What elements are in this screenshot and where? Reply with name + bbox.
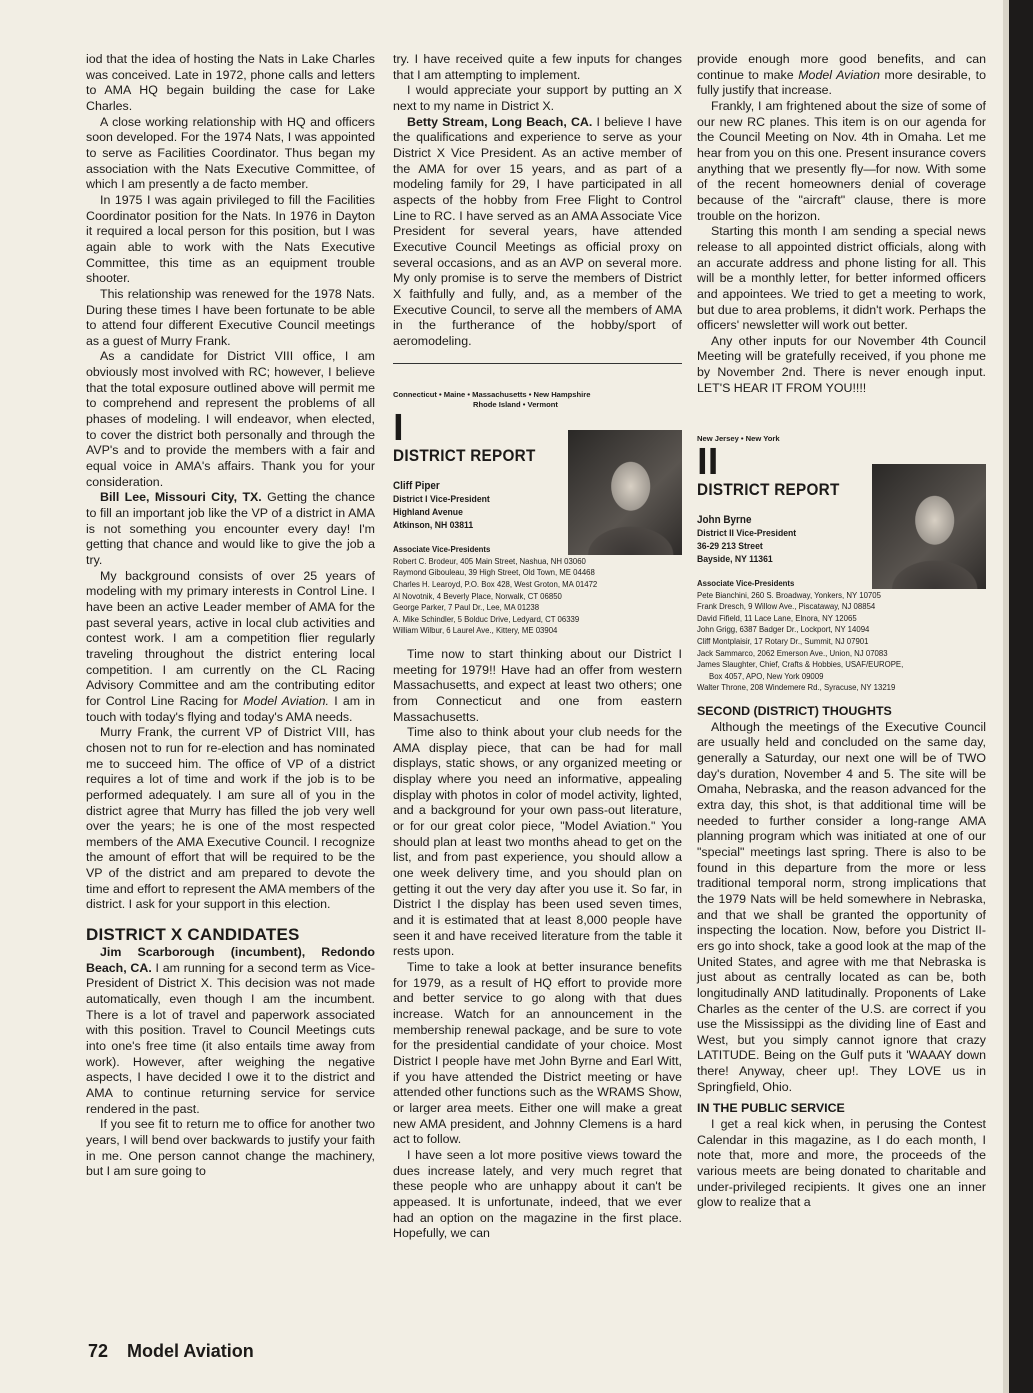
- vp-city: Atkinson, NH 03811: [393, 520, 474, 532]
- associate-vp-entry: Walter Throne, 208 Windemere Rd., Syracuse, NY 13219: [697, 683, 896, 693]
- associate-vp-entry: Al Novotnik, 4 Beverly Place, Norwalk, CT 06850: [393, 591, 562, 601]
- paragraph: [86, 725, 375, 913]
- section-heading: DISTRICT X CANDIDATES: [86, 925, 300, 945]
- associate-vp-entry: Box 4057, APO, New York 09009: [709, 671, 824, 681]
- author-lead: Bill Lee, Missouri City, TX.: [100, 490, 262, 505]
- divider-rule: [393, 363, 682, 364]
- text-run: more desirable, to fully justify that increase.: [697, 67, 986, 98]
- paragraph: [393, 725, 682, 960]
- text-run: Model Aviation.: [243, 693, 329, 708]
- associate-vp-entry: William Wilbur, 6 Laurel Ave., Kittery, ME 03904: [393, 626, 558, 636]
- paragraph: [86, 945, 375, 1117]
- associate-vp-entry: James Slaughter, Chief, Crafts & Hobbies, USAF/EUROPE,: [697, 660, 904, 670]
- text-run: My background consists of over 25 years of modeling with my primary interests in Control Line. I have been an active Leader member of AMA for the past several years, active in local club activities and contest work. I am a competition flier regularly traveling throughout the district entering local competition. I am currently on the CL Racing Advisory Committee and am the contributing editor for Control Line Racing for: [86, 568, 375, 708]
- district-2-report-header: [697, 434, 986, 694]
- paragraph: [393, 647, 682, 725]
- associate-vp-heading: Associate Vice-Presidents: [697, 579, 795, 589]
- paragraph: [393, 115, 682, 350]
- district-numeral: II: [697, 442, 719, 484]
- text-run: This relationship was renewed for the 1978 Nats. During these times I have been fortunate to be able to attend four different Executive Council meetings as a guest of Murry Frank.: [86, 286, 375, 348]
- text-run: As a candidate for District VIII office, I am obviously most involved with RC; however, I believe that the total exposure outlined above will permit me to comprehend and represent the problems of all phases of modeling. I will endeavor, when elected, to cover the district both personally and through the AVP's and to provide the members with a fair and equal voice in AMA's affairs. Thank you for your consideration.: [86, 349, 375, 489]
- vp-name: John Byrne: [697, 514, 752, 527]
- associate-vp-entry: Robert C. Brodeur, 405 Main Street, Nashua, NH 03060: [393, 556, 586, 566]
- associate-vp-list: [393, 544, 682, 637]
- associate-vp-entry: Raymond Gibouleau, 39 High Street, Old Town, ME 04468: [393, 568, 595, 578]
- text-run: Murry Frank, the current VP of District VIII, has chosen not to run for re-election and has nominated me to succeed him. The office of VP of a district requires a lot of time and work if the job is to be performed adequately. I am sure all of you in the district agree that Murry has filled the job very well over the years; he is one of the most respected members of the AMA Executive Council. I recognize the amount of effort that will be required to be the VP of the district and am prepared to devote the time and effort to represent the AMA members of the district. I ask for your support in this election.: [86, 725, 375, 912]
- text-run: provide enough more good benefits, and can continue to make: [697, 52, 986, 82]
- associate-vp-entry: John Grigg, 6387 Badger Dr., Lockport, NY 14094: [697, 625, 870, 635]
- subsection-heading: IN THE PUBLIC SERVICE: [697, 1101, 845, 1116]
- text-run: A close working relationship with HQ and officers soon developed. For the 1974 Nats, I was appointed to serve as Facilities Coordinator. Thus began my association with the Nats Executive Committee, of which I am presently a de facto member.: [86, 114, 375, 192]
- district-report-title: DISTRICT REPORT: [393, 446, 536, 466]
- author-lead: Betty Stream, Long Beach, CA.: [407, 114, 593, 129]
- vp-name: Cliff Piper: [393, 480, 440, 493]
- paragraph: [697, 334, 986, 397]
- text-run: Time to take a look at better insurance benefits for 1979, as a result of HQ effort to provide more and better service to go along with that dues increase. Watch for an announcement in the membership renewal package, and be sure to vote for the presidential candidate of your choice. Most District I people have met John Byrne and Earl Witt, if you have attended the District meeting or have attended other functions such as the WRAMS Show, or larger area meets. Either one will make a great new AMA president, and Johnny Clemens is a hard act to follow.: [393, 960, 682, 1147]
- subsection-heading: SECOND (DISTRICT) THOUGHTS: [697, 704, 892, 719]
- text-run: try. I have received quite a few inputs for changes that I am attempting to implement.: [393, 52, 682, 82]
- district-states: Connecticut • Maine • Massachusetts • New Hampshire: [393, 390, 591, 400]
- paragraph: [697, 99, 986, 224]
- paragraph: [86, 52, 375, 115]
- text-run: In 1975 I was again privileged to fill the Facilities Coordinator position for the Nats. In 1976 in Dayton it required a local person for this position, but I was again able to work with the Nats Executive Committee, this time as an equipment trouble shooter.: [86, 192, 375, 286]
- associate-vp-list: [697, 578, 986, 694]
- text-run: Model Aviation: [798, 67, 880, 82]
- page-edge-shadow: [1009, 0, 1033, 1393]
- paragraph: [86, 569, 375, 726]
- column-1: [86, 52, 375, 1180]
- vp-address: [393, 480, 653, 532]
- page-footer: [88, 1341, 254, 1362]
- text-run: Any other inputs for our November 4th Council Meeting will be gratefully received, if you phone me by November 2nd. There is never enough input. LET'S HEAR IT FROM YOU!!!!: [697, 333, 986, 395]
- paragraph: [393, 960, 682, 1148]
- associate-vp-entry: Charles H. Learoyd, P.O. Box 428, West Groton, MA 01472: [393, 579, 598, 589]
- paragraph: [86, 349, 375, 490]
- associate-vp-entry: George Parker, 7 Paul Dr., Lee, MA 01238: [393, 603, 540, 613]
- page-number: 72: [88, 1341, 109, 1361]
- associate-vp-entry: Pete Bianchini, 260 S. Broadway, Yonkers, NY 10705: [697, 590, 881, 600]
- paragraph: [86, 490, 375, 568]
- district-report-title: DISTRICT REPORT: [697, 480, 840, 500]
- text-run: Time now to start thinking about our District I meeting for 1979!! Have had an offer from western Massachusetts, and expect at least two others; one from Connecticut and one from eastern Massachusetts.: [393, 646, 682, 724]
- paragraph: [697, 52, 986, 99]
- paragraph: [86, 115, 375, 193]
- vp-role: District II Vice-President: [697, 528, 797, 540]
- vp-role: District I Vice-President: [393, 494, 490, 506]
- text-run: I would appreciate your support by putting an X next to my name in District X.: [393, 83, 682, 113]
- paragraph: [86, 193, 375, 287]
- text-run: Time also to think about your club needs for the AMA display piece, that can be had for mall displays, static shows, or any organized meeting or display where you need an informative, appealing display with photos in color of model activity, lighted, and a background for your own pass-out literature, or for our great color piece, "Model Aviation." You should plan at least two months ahead to get on the list, and from past experience, you should allow a one week delivery time, and you should plan on getting it out the very day after you use it. So far, in District I the display has been used seven times, and it is estimated that at least 8,000 people have seen it and have received literature from the table it rests upon.: [393, 725, 682, 959]
- text-run: I am running for a second term as Vice-President of District X. This decision was not made automatically, even though I am the incumbent. There is a lot of travel and paperwork associated with this position. Travel to Council Meetings cuts into one's free time (it also entails time away from work). However, after weighing the negative aspects, I have decided I owe it to the district and AMA to continue returning service for service rendered in the past.: [86, 960, 375, 1116]
- associate-vp-heading: Associate Vice-Presidents: [393, 545, 491, 555]
- vp-street: Highland Avenue: [393, 507, 463, 519]
- district-states: Rhode Island • Vermont: [473, 400, 558, 410]
- text-run: Starting this month I am sending a special news release to all appointed district officials, along with an accurate address and phone listing for all. This will be a monthly letter, for better informed officers and appointees. We tried to get a meeting to work, but due to area problems, it didn't work. Perhaps the officers' newsletter will work out better.: [697, 224, 986, 333]
- text-run: If you see fit to return me to office for another two years, I will bend over backwards to justify your faith in me. One person cannot change the machinery, but I am sure going to: [86, 1117, 375, 1179]
- column-2: [393, 52, 682, 1242]
- text-run: Although the meetings of the Executive Council are usually held and concluded on the same day, generally a Saturday, our next one will be of TWO day's duration, November 4 and 5. The site will be Omaha, Nebraska, and the reason advanced for the extra day, this shot, is that additional time will be needed to further consider a long-range AMA planning program which was initiated at one of our "special" meetings last spring. There is also to be found in this departure from the more or less traditional temporal norm, strong implications that the 1979 Nats will be held somewhere in Nebraska, and that we shall be granted the opportunity of inspecting the location. Now, before you District II-ers go into shock, take a good look at the map of the United States, and agree with me that Nebraska is just about as centrally located as can be, both longitudinally AND latitudinally. Proponents of Lake Charles as the center of the U.S. are correct if you use the Mississippi as the dividing line of East and West, but you simply cannot ignore that crazy LATITUDE. Being on the Gulf puts it 'WAAAY down there! Anyway, cheer up!. They LOVE us in Springfield, Ohio.: [697, 719, 986, 1094]
- paragraph: [393, 83, 682, 114]
- district-numeral: I: [393, 408, 404, 450]
- text-run: I have seen a lot more positive views toward the dues increase lately, and very much regret that these people who are unhappy about it can't be appeased. It is unfortunate, indeed, that we ever had an option on the magazine in the first place. Hopefully, we can: [393, 1147, 682, 1241]
- associate-vp-entry: Jack Sammarco, 2062 Emerson Ave., Union, NJ 07083: [697, 648, 888, 658]
- paragraph: [86, 1117, 375, 1180]
- associate-vp-entry: A. Mike Schindler, 5 Bolduc Drive, Ledyard, CT 06339: [393, 614, 580, 624]
- text-run: I believe I have the qualifications and experience to serve as your District X Vice President. As an active member of the AMA for over 15 years, and as part of a modeling family for 29, I have participated in all aspects of the hobby from Free Flight to Control Line to RC. I have served as an AMA Associate Vice President for several years, have attended Executive Council Meetings as official proxy on several occasions, and as an AVP on several more. My only promise is to serve the members of District X faithfully and fully, and, as a member of the Executive Council, to serve all the members of AMA in the furtherance of the hobby/sport of aeromodeling.: [393, 114, 682, 348]
- paragraph: [697, 224, 986, 334]
- associate-vp-entry: David Fifield, 11 Lace Lane, Elnora, NY 12065: [697, 613, 857, 623]
- magazine-name: Model Aviation: [127, 1341, 254, 1361]
- paragraph: [697, 720, 986, 1096]
- district-1-report-header: [393, 390, 682, 636]
- text-run: I am in touch with today's flying and today's AMA needs.: [86, 693, 375, 724]
- paragraph: [393, 52, 682, 83]
- author-lead: Jim Scarborough (incumbent), Redondo Beach, CA.: [86, 945, 375, 975]
- vp-city: Bayside, NY 11361: [697, 554, 773, 566]
- text-run: Frankly, I am frightened about the size of some of our new RC planes. This item is on our agenda for the Council Meeting on Nov. 4th in Omaha. Let me hear from you on this one. Present insurance covers anything that we presently fly—for now. With some of the recent homeowners denial of coverage because of the "aircraft" clause, there is more trouble on the horizon.: [697, 98, 986, 223]
- text-run: I get a real kick when, in perusing the Contest Calendar in this magazine, as I do each month, I note that, more and more, the proceeds of the various meets are being donated to charitable and under-privileged recipients. It gives one an inner glow to realize that a: [697, 1117, 986, 1210]
- column-3: [697, 52, 986, 1211]
- vp-street: 36-29 213 Street: [697, 541, 763, 553]
- associate-vp-entry: Frank Dresch, 9 Willow Ave., Piscataway, NJ 08854: [697, 602, 876, 612]
- text-run: Getting the chance to fill an important job like the VP of a district in AMA is not something you encounter every day! I'm getting that chance and would like to give the job a try.: [86, 490, 375, 567]
- paragraph: [697, 1117, 986, 1211]
- paragraph: [86, 287, 375, 350]
- paragraph: [393, 1148, 682, 1242]
- associate-vp-entry: Cliff Montplaisir, 17 Rotary Dr., Summit, NJ 07901: [697, 637, 869, 647]
- district-states: New Jersey • New York: [697, 434, 780, 444]
- vp-address: [697, 514, 957, 566]
- text-run: iod that the idea of hosting the Nats in Lake Charles was conceived. Late in 1972, phone calls and letters to AMA HQ begain building the case for Lake Charles.: [86, 52, 375, 113]
